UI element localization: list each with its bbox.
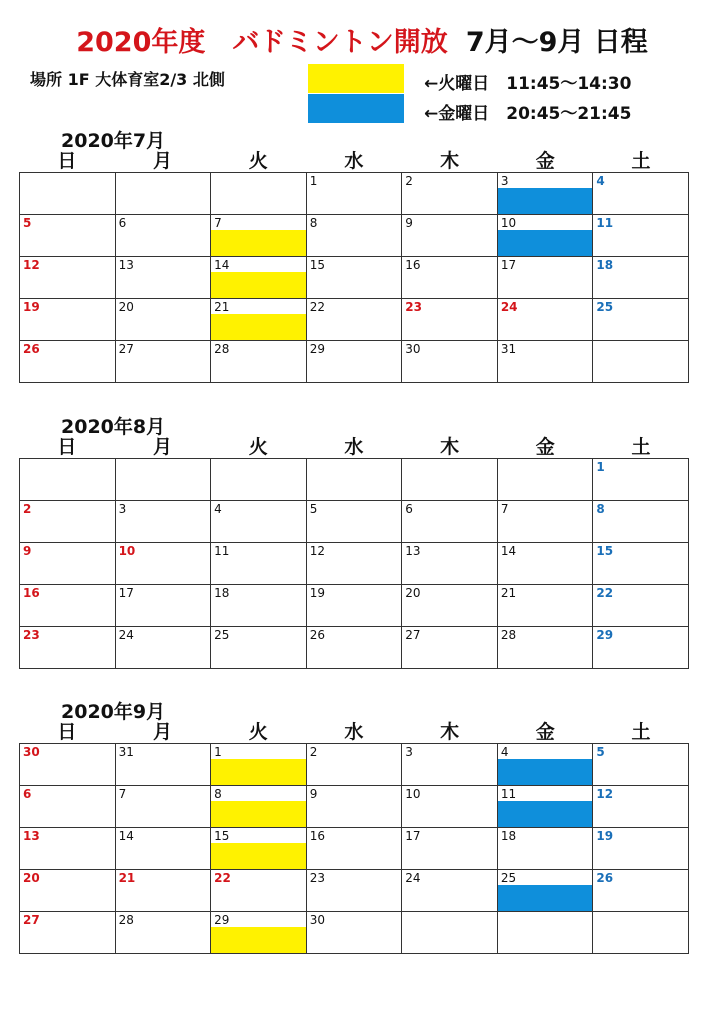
day-cell <box>20 299 116 341</box>
day-number: 9 <box>23 544 32 558</box>
day-number: 13 <box>23 829 40 843</box>
friday-session-bar <box>498 230 593 256</box>
day-cell <box>211 744 307 786</box>
day-cell <box>497 459 593 501</box>
day-cell <box>402 543 498 585</box>
day-number: 7 <box>500 502 509 516</box>
weekday-label: 金 <box>535 436 555 458</box>
day-cell <box>306 299 402 341</box>
day-cell <box>211 828 307 870</box>
month-title: 2020年9月 <box>61 701 166 723</box>
day-number: 14 <box>500 544 517 558</box>
legend-friday-text: ←金曜日 20:45～21:45 <box>424 104 632 124</box>
day-number: 23 <box>309 871 325 885</box>
day-number: 16 <box>309 829 325 843</box>
month-title: 2020年8月 <box>61 416 166 438</box>
day-cell <box>593 744 689 786</box>
day-cell <box>497 173 593 215</box>
day-cell <box>20 828 116 870</box>
week-row <box>20 870 689 912</box>
day-number: 9 <box>405 216 413 230</box>
day-cell <box>593 215 689 257</box>
day-number: 25 <box>500 871 517 885</box>
day-cell <box>402 299 498 341</box>
day-cell <box>20 501 116 543</box>
weekday-label: 月 <box>153 721 173 743</box>
day-cell <box>115 870 211 912</box>
day-cell <box>20 173 116 215</box>
day-number: 7 <box>214 216 222 230</box>
day-number: 1 <box>214 745 222 759</box>
week-row <box>20 585 689 627</box>
day-cell <box>115 215 211 257</box>
weekday-label: 水 <box>344 436 364 458</box>
day-number: 21 <box>118 871 136 885</box>
weekday-label: 月 <box>153 150 173 172</box>
day-cell <box>306 257 402 299</box>
day-cell <box>593 459 689 501</box>
day-cell <box>497 257 593 299</box>
day-cell <box>306 215 402 257</box>
day-cell <box>20 341 116 383</box>
day-cell <box>211 215 307 257</box>
day-cell <box>497 744 593 786</box>
day-cell <box>497 215 593 257</box>
day-number: 7 <box>118 787 127 801</box>
day-number: 8 <box>214 787 222 801</box>
weekday-label: 火 <box>248 150 268 172</box>
day-cell <box>211 459 307 501</box>
title-period: 7月～9月 日程 <box>465 27 648 58</box>
friday-session-bar <box>498 801 593 827</box>
day-cell <box>211 299 307 341</box>
day-number: 1 <box>309 174 318 188</box>
calendar-grid <box>19 458 689 669</box>
day-number: 3 <box>118 502 127 516</box>
weekday-label: 木 <box>440 436 460 458</box>
day-cell <box>306 459 402 501</box>
day-number: 13 <box>405 544 421 558</box>
day-number: 18 <box>500 829 517 843</box>
week-row <box>20 257 689 299</box>
day-number: 28 <box>500 628 517 642</box>
day-cell <box>20 585 116 627</box>
day-cell <box>115 173 211 215</box>
week-row <box>20 341 689 383</box>
day-cell <box>402 828 498 870</box>
day-number: 4 <box>214 502 222 516</box>
day-number: 3 <box>500 174 509 188</box>
day-cell <box>497 585 593 627</box>
day-cell <box>211 585 307 627</box>
day-cell <box>306 543 402 585</box>
day-cell <box>115 257 211 299</box>
day-cell <box>593 341 689 383</box>
day-number: 17 <box>500 258 517 272</box>
day-number: 22 <box>214 871 231 885</box>
day-number: 29 <box>309 342 325 356</box>
day-cell <box>593 828 689 870</box>
calendar-grid <box>19 172 689 383</box>
day-number: 25 <box>596 300 614 314</box>
day-cell <box>20 459 116 501</box>
day-number: 19 <box>596 829 614 843</box>
day-number: 18 <box>214 586 230 600</box>
day-cell <box>115 627 211 669</box>
day-cell <box>211 257 307 299</box>
day-cell <box>593 257 689 299</box>
day-cell <box>593 912 689 954</box>
day-cell <box>497 543 593 585</box>
day-number: 12 <box>309 544 325 558</box>
day-cell <box>115 912 211 954</box>
tuesday-session-bar <box>211 927 306 953</box>
day-number: 11 <box>500 787 517 801</box>
weekday-label: 日 <box>57 150 77 172</box>
week-row <box>20 828 689 870</box>
day-cell <box>211 912 307 954</box>
tuesday-session-bar <box>211 272 306 298</box>
day-number: 26 <box>596 871 614 885</box>
day-number: 21 <box>500 586 517 600</box>
week-row <box>20 543 689 585</box>
day-number: 30 <box>405 342 421 356</box>
day-cell <box>593 299 689 341</box>
day-cell <box>402 459 498 501</box>
day-number: 27 <box>118 342 134 356</box>
weekday-label: 金 <box>535 721 555 743</box>
day-number: 20 <box>405 586 421 600</box>
day-number: 10 <box>500 216 517 230</box>
day-number: 5 <box>309 502 318 516</box>
day-cell <box>115 459 211 501</box>
tuesday-session-bar <box>211 314 306 340</box>
week-row <box>20 501 689 543</box>
day-cell <box>115 501 211 543</box>
day-cell <box>115 543 211 585</box>
day-number: 23 <box>405 300 422 314</box>
day-number: 12 <box>596 787 614 801</box>
day-number: 22 <box>596 586 614 600</box>
weekday-label: 日 <box>57 436 77 458</box>
week-row <box>20 173 689 215</box>
day-cell <box>402 173 498 215</box>
day-cell <box>497 870 593 912</box>
day-number: 13 <box>118 258 134 272</box>
day-number: 23 <box>23 628 40 642</box>
weekday-header <box>19 432 689 458</box>
month-title: 2020年7月 <box>61 130 166 152</box>
day-number: 24 <box>118 628 134 642</box>
weekday-header <box>19 146 689 172</box>
place-label: 場所 1F 大体育室2/3 北側 <box>30 70 225 89</box>
day-cell <box>402 585 498 627</box>
day-cell <box>497 299 593 341</box>
day-number: 15 <box>309 258 325 272</box>
day-number: 25 <box>214 628 230 642</box>
day-number: 27 <box>23 913 40 927</box>
day-cell <box>20 627 116 669</box>
day-cell <box>402 627 498 669</box>
day-number: 30 <box>309 913 325 927</box>
friday-session-bar <box>498 188 593 214</box>
day-cell <box>20 870 116 912</box>
day-number: 6 <box>118 216 127 230</box>
weekday-label: 火 <box>248 721 268 743</box>
day-cell <box>115 786 211 828</box>
day-cell <box>211 501 307 543</box>
weekday-label: 土 <box>631 721 651 743</box>
week-row <box>20 299 689 341</box>
day-number: 22 <box>309 300 325 314</box>
day-cell <box>20 912 116 954</box>
weekday-header <box>19 717 689 743</box>
day-cell <box>402 341 498 383</box>
day-number: 24 <box>405 871 421 885</box>
day-cell <box>20 215 116 257</box>
day-cell <box>306 786 402 828</box>
day-number: 1 <box>596 460 605 474</box>
day-cell <box>306 341 402 383</box>
day-cell <box>593 627 689 669</box>
day-cell <box>306 501 402 543</box>
tuesday-session-bar <box>211 230 306 256</box>
day-number: 28 <box>118 913 134 927</box>
week-row <box>20 459 689 501</box>
day-number: 4 <box>596 174 605 188</box>
day-cell <box>593 786 689 828</box>
day-number: 17 <box>405 829 421 843</box>
day-cell <box>306 585 402 627</box>
day-cell <box>211 341 307 383</box>
day-number: 16 <box>23 586 40 600</box>
day-number: 31 <box>118 745 134 759</box>
day-number: 24 <box>500 300 518 314</box>
day-cell <box>211 786 307 828</box>
legend-tuesday-text: ←火曜日 11:45～14:30 <box>424 74 632 94</box>
day-cell <box>402 215 498 257</box>
day-number: 29 <box>596 628 614 642</box>
day-cell <box>115 744 211 786</box>
weekday-label: 金 <box>535 150 555 172</box>
day-cell <box>497 501 593 543</box>
week-row <box>20 744 689 786</box>
weekday-label: 水 <box>344 150 364 172</box>
day-number: 3 <box>405 745 413 759</box>
day-number: 19 <box>23 300 40 314</box>
day-cell <box>593 543 689 585</box>
day-cell <box>497 828 593 870</box>
weekday-label: 土 <box>631 436 651 458</box>
tuesday-session-bar <box>211 801 306 827</box>
day-number: 17 <box>118 586 134 600</box>
day-cell <box>306 173 402 215</box>
day-cell <box>20 543 116 585</box>
day-cell <box>115 299 211 341</box>
week-row <box>20 215 689 257</box>
day-cell <box>402 744 498 786</box>
day-cell <box>115 341 211 383</box>
day-number: 27 <box>405 628 421 642</box>
friday-session-bar <box>498 759 593 785</box>
day-cell <box>306 744 402 786</box>
day-number: 5 <box>596 745 605 759</box>
day-cell <box>593 501 689 543</box>
weekday-label: 火 <box>248 436 268 458</box>
day-cell <box>20 786 116 828</box>
day-cell <box>20 744 116 786</box>
day-cell <box>211 173 307 215</box>
weekday-label: 木 <box>440 721 460 743</box>
calendar-september <box>19 697 689 957</box>
week-row <box>20 627 689 669</box>
day-cell <box>115 585 211 627</box>
day-number: 26 <box>309 628 325 642</box>
week-row <box>20 912 689 954</box>
day-cell <box>211 627 307 669</box>
day-number: 6 <box>23 787 32 801</box>
day-number: 8 <box>596 502 605 516</box>
day-cell <box>593 870 689 912</box>
day-number: 4 <box>500 745 509 759</box>
day-number: 29 <box>214 913 230 927</box>
day-cell <box>402 786 498 828</box>
calendar-august <box>19 412 689 672</box>
day-number: 20 <box>118 300 134 314</box>
day-cell <box>497 341 593 383</box>
tuesday-session-bar <box>211 843 306 869</box>
day-cell <box>115 828 211 870</box>
weekday-label: 水 <box>344 721 364 743</box>
day-number: 10 <box>405 787 421 801</box>
day-number: 2 <box>23 502 32 516</box>
day-number: 18 <box>596 258 614 272</box>
day-number: 20 <box>23 871 40 885</box>
day-cell <box>211 870 307 912</box>
day-cell <box>20 257 116 299</box>
day-cell <box>497 786 593 828</box>
day-cell <box>306 870 402 912</box>
day-number: 30 <box>23 745 40 759</box>
title-main: 2020年度 バドミントン開放 <box>76 27 448 58</box>
day-number: 2 <box>309 745 318 759</box>
page-title <box>0 20 724 59</box>
day-number: 14 <box>118 829 134 843</box>
day-number: 31 <box>500 342 517 356</box>
day-number: 15 <box>596 544 614 558</box>
weekday-label: 木 <box>440 150 460 172</box>
day-number: 28 <box>214 342 230 356</box>
tuesday-session-bar <box>211 759 306 785</box>
legend-swatch-blue <box>308 94 404 123</box>
day-cell <box>402 912 498 954</box>
day-number: 11 <box>596 216 614 230</box>
day-number: 11 <box>214 544 230 558</box>
day-cell <box>497 627 593 669</box>
weekday-label: 日 <box>57 721 77 743</box>
day-number: 26 <box>23 342 40 356</box>
day-number: 12 <box>23 258 40 272</box>
week-row <box>20 786 689 828</box>
day-cell <box>593 585 689 627</box>
day-cell <box>306 627 402 669</box>
day-cell <box>402 870 498 912</box>
day-cell <box>402 257 498 299</box>
day-number: 9 <box>309 787 318 801</box>
day-number: 6 <box>405 502 413 516</box>
day-number: 21 <box>214 300 230 314</box>
day-cell <box>593 173 689 215</box>
day-number: 19 <box>309 586 325 600</box>
calendar-grid <box>19 743 689 954</box>
friday-session-bar <box>498 885 593 911</box>
day-number: 15 <box>214 829 230 843</box>
calendar-july <box>19 126 689 386</box>
day-cell <box>497 912 593 954</box>
weekday-label: 土 <box>631 150 651 172</box>
day-number: 2 <box>405 174 413 188</box>
day-cell <box>306 828 402 870</box>
day-cell <box>211 543 307 585</box>
day-number: 5 <box>23 216 32 230</box>
legend-swatch-yellow <box>308 64 404 93</box>
day-number: 10 <box>118 544 136 558</box>
day-number: 16 <box>405 258 421 272</box>
day-number: 14 <box>214 258 230 272</box>
weekday-label: 月 <box>153 436 173 458</box>
day-number: 8 <box>309 216 318 230</box>
day-cell <box>402 501 498 543</box>
day-cell <box>306 912 402 954</box>
